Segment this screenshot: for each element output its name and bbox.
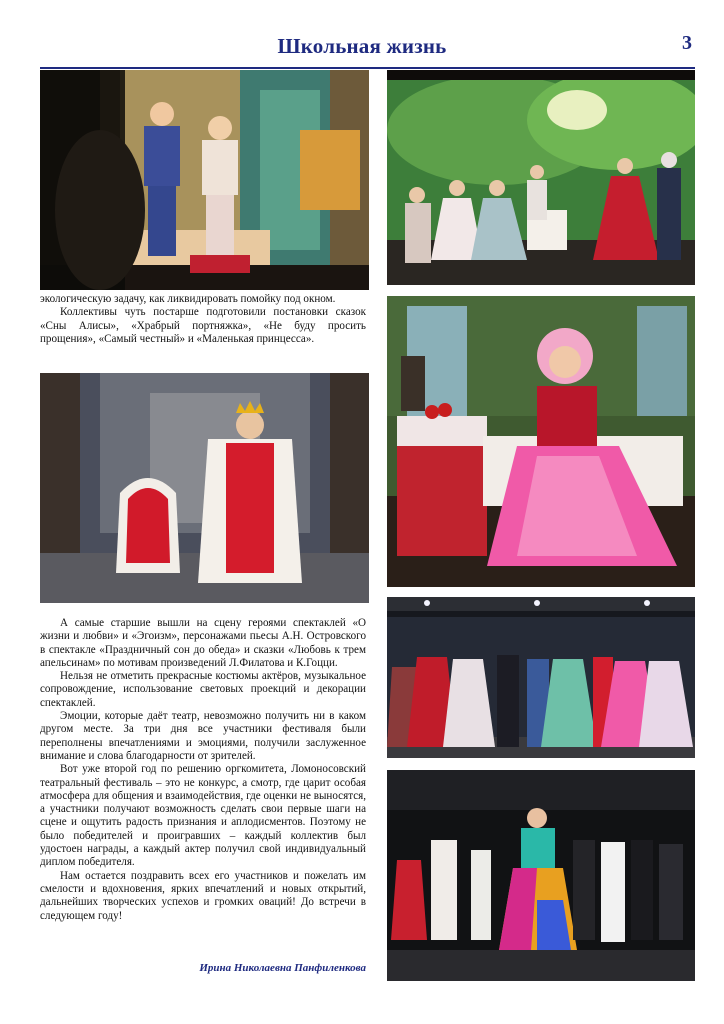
header-rule — [40, 67, 695, 69]
photo-garden-scene — [387, 70, 695, 285]
photo-children-pajamas — [40, 70, 369, 290]
page-number: 3 — [682, 32, 692, 54]
author-signature: Ирина Николаевна Панфиленкова — [199, 962, 366, 974]
photo-cast-bow — [387, 597, 695, 758]
text-block-bottom — [40, 617, 366, 923]
paragraph: Коллективы чуть постарше подготовили постановки сказок «Сны Алисы», «Храбрый портняжка», «Не буду просить прощения», «Самый честный» и «Маленькая принцесса». — [40, 306, 366, 345]
paragraph: Нам остается поздравить всех его участников и пожелать им смелости и вдохновения, ярких впечатлений и новых открытий, дальнейших творческих успехов и громких оваций! До встречи в следующем году! — [40, 869, 366, 922]
paragraph: экологическую задачу, как ликвидировать помойку под окном. — [40, 293, 336, 305]
page-title: Школьная жизнь — [277, 34, 447, 58]
photo-harlequin-scene — [387, 770, 695, 981]
photo-girl-pink-dress — [387, 296, 695, 587]
photo-king-throne — [40, 373, 369, 603]
paragraph: Эмоции, которые даёт театр, невозможно получить ни в каком другом месте. За три дня все участники фестиваля были переполнены впечатлениями и эмоциями, получили заслуженное внимание и слова благодарности от зрителей. — [40, 710, 366, 762]
text-block-top — [40, 293, 366, 346]
paragraph: А самые старшие вышли на сцену героями спектаклей «О жизни и любви» и «Эгоизм», персонажами пьесы А.Н. Островского в спектакле «Праздничный сон до обеда» и сказки «Любовь к трем апельсинам» по мотивам произведений Л.Филатова и К.Гоцци. — [40, 617, 366, 669]
paragraph: Нельзя не отметить прекрасные костюмы актёров, музыкальное сопровождение, использование световых проекций и декорации спектаклей. — [40, 670, 366, 709]
paragraph: Вот уже второй год по решению оргкомитета, Ломоносовский театральный фестиваль – это не конкурс, а смотр, где царит особая атмосфера для общения и взаимодействия, где оценки не выносятся, а участники получают возможность сделать свои первые шаги на сцене и ощутить радость признания и аплодисментов. Поэтому не было победителей и проигравших – каждый коллектив был удостоен награды, а каждый актер получил свой индивидуальный диплом победителя. — [40, 763, 366, 869]
